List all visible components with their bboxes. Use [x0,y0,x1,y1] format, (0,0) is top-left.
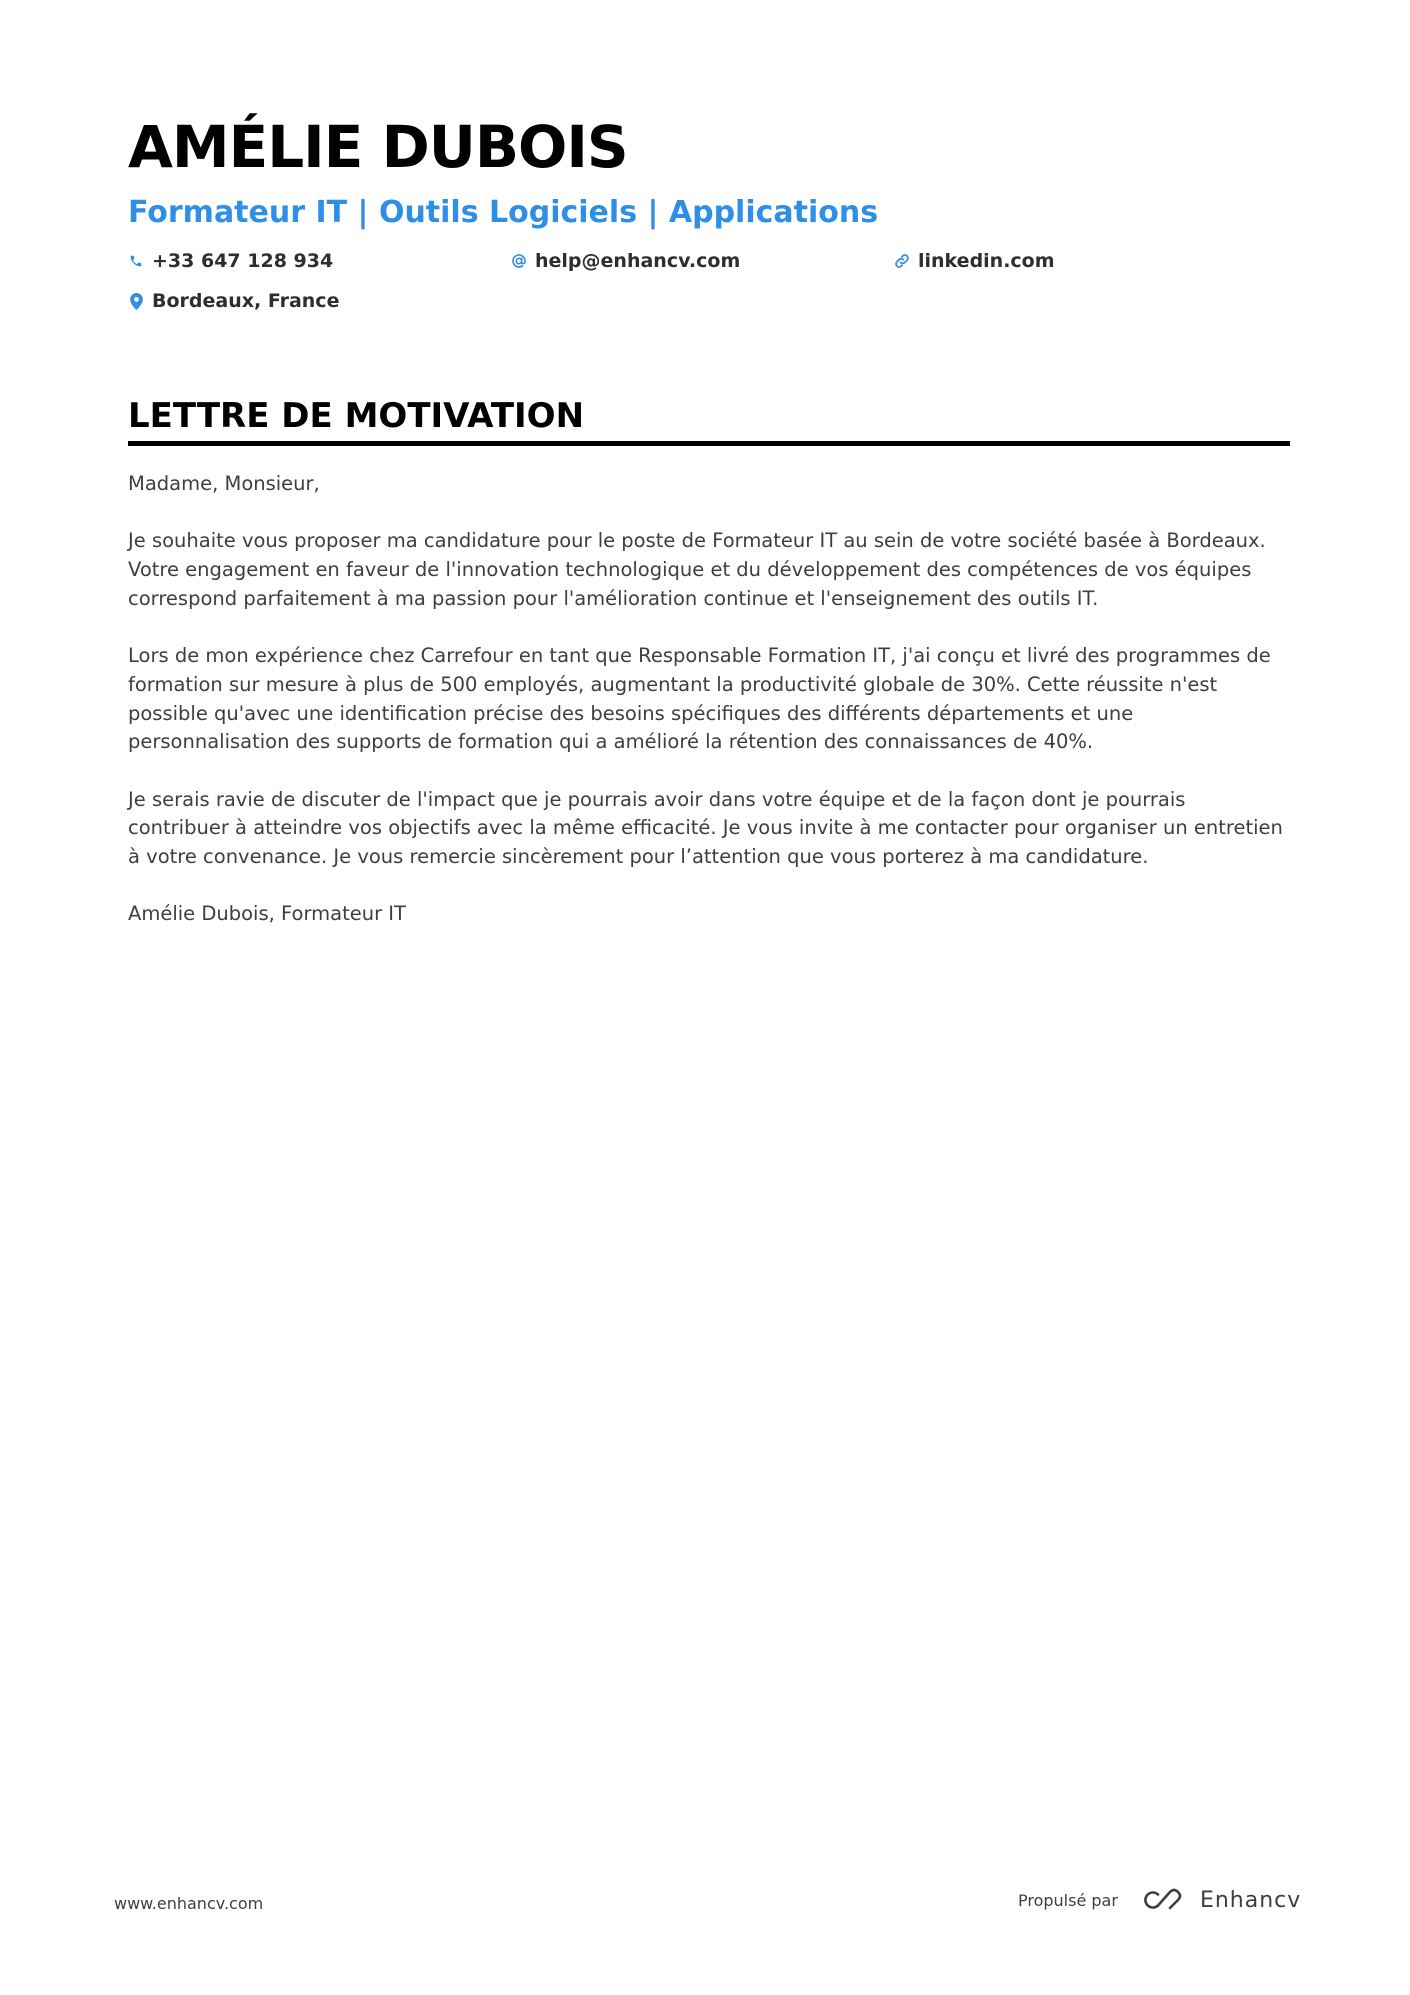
footer-website[interactable]: www.enhancv.com [114,1894,264,1913]
contact-info [128,247,1290,315]
link-icon [894,252,910,270]
contact-phone [128,247,511,275]
email-address[interactable]: help@enhancv.com [535,250,741,272]
letter-paragraph: Je souhaite vous proposer ma candidature pour le poste de Formateur IT au sein de votre société basée à Bordeaux. Votre engagement en faveur de l'innovation technologique et du développement des compétences de vos équipes correspond parfaitement à ma passion pour l'amélioration continue et l'enseignement des outils IT. [128,529,1266,610]
candidate-headline: Formateur IT | Outils Logiciels | Applications [128,195,879,230]
enhancv-logo-icon [1140,1887,1186,1913]
letter-paragraph: Je serais ravie de discuter de l'impact que je pourrais avoir dans votre équipe et de la façon dont je pourrais contribuer à atteindre vos objectifs avec la même efficacité. Je vous invite à me contacter pour organiser un entretien à votre convenance. Je vous remercie sincèrement pour l’attention que vous porterez à ma candidature. [128,787,1283,869]
at-icon [511,252,527,270]
contact-email [511,247,894,275]
contact-website [894,247,1277,275]
letter-body [128,470,1290,929]
phone-number[interactable]: +33 647 128 934 [152,250,334,272]
cover-letter-page [128,105,1290,958]
website-link[interactable]: linkedin.com [918,250,1055,272]
section-title: LETTRE DE MOTIVATION [128,395,1290,446]
footer-branding[interactable] [1018,1880,1301,1920]
candidate-name: AMÉLIE DUBOIS [128,113,628,181]
letter-salutation: Madame, Monsieur, [128,472,320,495]
letter-signature: Amélie Dubois, Formateur IT [128,902,406,926]
contact-location [128,287,511,315]
phone-icon [128,252,144,270]
letter-paragraph: Lors de mon expérience chez Carrefour en tant que Responsable Formation IT, j'ai conçu et livré des programmes de formation sur mesure à plus de 500 employés, augmentant la productivité globale de 30%. Cette réussite n'est possible qu'avec une identification précise des besoins spécifiques des différents départements et une personnalisation des supports de formation qui a amélioré la rétention des connaissances de 40%. [128,644,1271,754]
brand-name: Enhancv [1199,1887,1302,1913]
powered-by-label: Propulsé par [1018,1890,1118,1910]
map-pin-icon [128,292,144,310]
location-text: Bordeaux, France [152,290,340,312]
